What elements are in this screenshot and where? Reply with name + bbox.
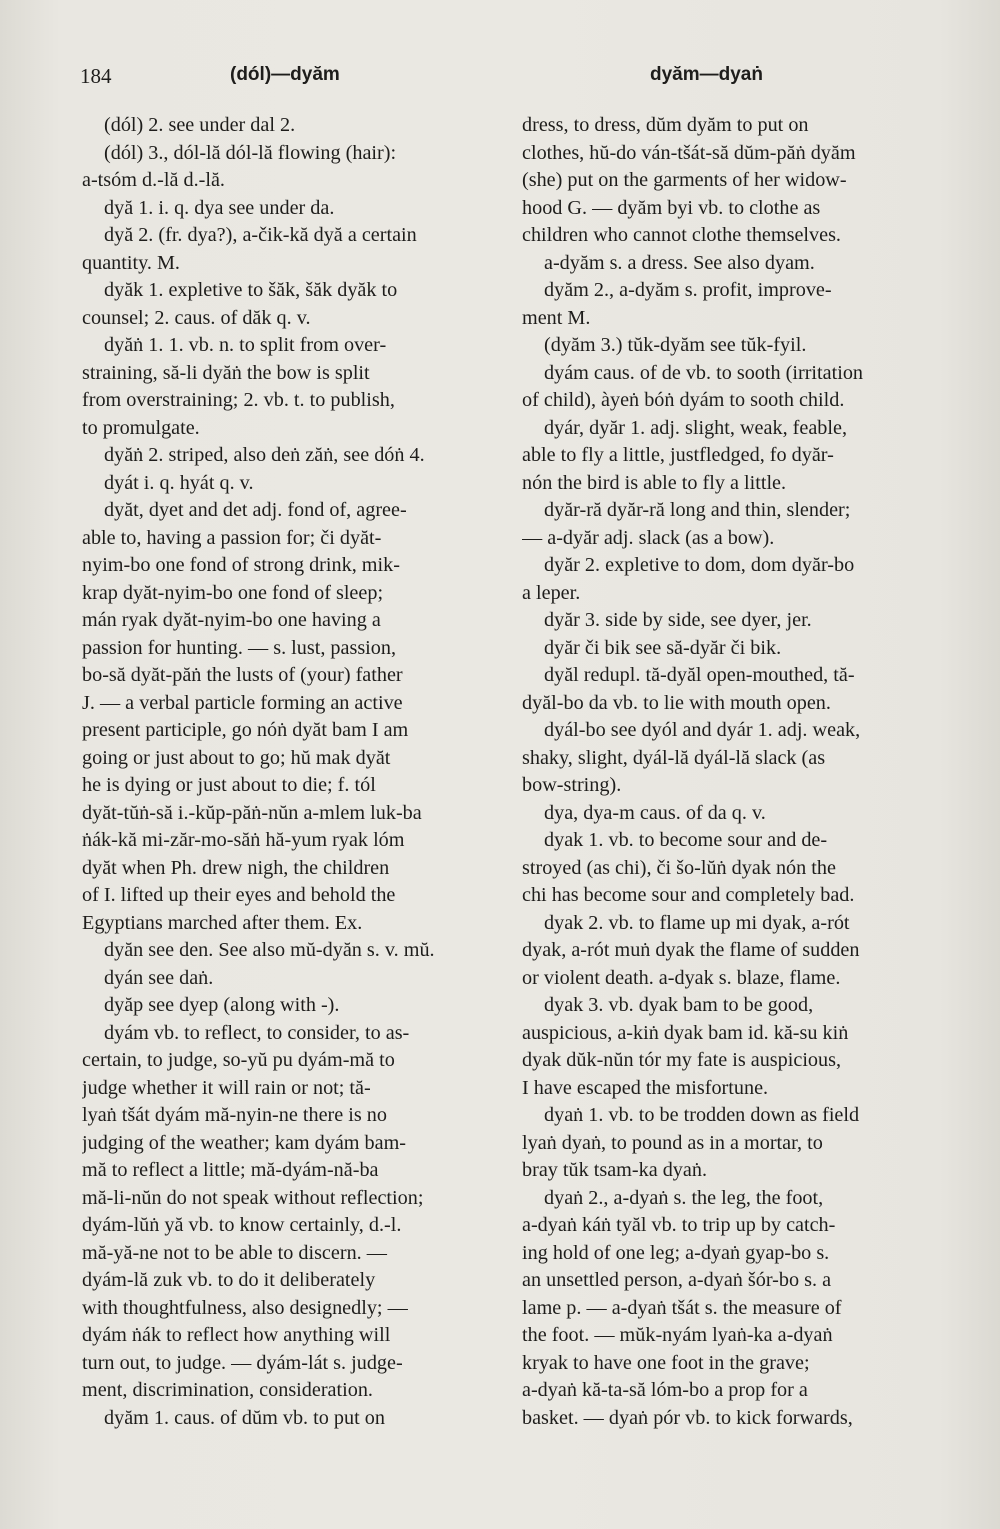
- text-line: dyál-bo see dyól and dyár 1. adj. weak,: [544, 719, 861, 741]
- text-line: (she) put on the garments of her widow-: [522, 169, 847, 191]
- text-line: an unsettled person, a-dyaṅ šór-bo s. a: [522, 1269, 832, 1291]
- text-line: nyim-bo one fond of strong drink, mik-: [82, 554, 400, 576]
- text-line: dyăr 2. expletive to dom, dom dyăr-bo: [544, 554, 855, 576]
- text-line: dyaṅ 1. vb. to be trodden down as field: [544, 1104, 860, 1126]
- text-line: mă-li-nŭn do not speak without reflection;: [82, 1186, 424, 1209]
- text-line: dyăt when Ph. drew nigh, the children: [82, 856, 390, 879]
- text-line: I have escaped the misfortune.: [522, 1076, 769, 1099]
- text-line: dyán see daṅ.: [104, 966, 214, 989]
- text-line: chi has become sour and completely bad.: [522, 884, 855, 906]
- text-line: dyăt, dyet and det adj. fond of, agree-: [104, 499, 407, 521]
- text-line: a-dyaṅ káṅ tyăl vb. to trip up by catch-: [522, 1214, 836, 1236]
- text-line: a-dyaṅ kă-ta-să lóm-bo a prop for a: [522, 1379, 808, 1401]
- text-line: present participle, go nóṅ dyăt bam I am: [82, 719, 409, 741]
- text-line: ṅák-kă mi-zăr-mo-săṅ hă-yum ryak lóm: [82, 829, 405, 851]
- text-line: he is dying or just about to die; f. tól: [82, 774, 376, 796]
- text-line: going or just about to go; hŭ mak dyăt: [82, 746, 391, 769]
- text-line: dyám-lŭṅ yă vb. to know certainly, d.-l.: [82, 1214, 402, 1236]
- text-line: quantity. M.: [82, 251, 180, 274]
- text-line: shaky, slight, dyál-lă dyál-lă slack (as: [522, 746, 826, 769]
- text-line: (dyăm 3.) tŭk-dyăm see tŭk-fyil.: [544, 334, 807, 356]
- text-line: mă to reflect a little; mă-dyám-nă-ba: [82, 1159, 379, 1181]
- text-line: a-dyăm s. a dress. See also dyam.: [544, 251, 815, 274]
- text-line: ment, discrimination, consideration.: [82, 1379, 373, 1401]
- text-line: of I. lifted up their eyes and behold the: [82, 884, 396, 906]
- text-line: dya, dya-m caus. of da q. v.: [544, 801, 766, 824]
- text-line: able to fly a little, justfledged, fo dyăr-: [522, 444, 834, 466]
- text-line: the foot. — mŭk-nyám lyaṅ-ka a-dyaṅ: [522, 1324, 833, 1346]
- text-line: dyár, dyăr 1. adj. slight, weak, feable,: [544, 416, 848, 439]
- text-line: turn out, to judge. — dyám-lát s. judge-: [82, 1351, 403, 1374]
- text-line: dyăm 1. caus. of dŭm vb. to put on: [104, 1406, 385, 1429]
- text-line: bray tŭk tsam-ka dyaṅ.: [522, 1159, 707, 1181]
- text-line: dyăr-ră dyăr-ră long and thin, slender;: [544, 499, 851, 521]
- text-line: krap dyăt-nyim-bo one fond of sleep;: [82, 581, 384, 604]
- text-line: children who cannot clothe themselves.: [522, 224, 841, 246]
- text-line: bow-string).: [522, 774, 622, 796]
- right-guide-word: dyăm—dyaṅ: [650, 64, 763, 85]
- left-guide-word: (dól)—dyăm: [230, 64, 340, 85]
- text-line: dyăr či bik see să-dyăr či bik.: [544, 636, 782, 659]
- text-line: passion for hunting. — s. lust, passion,: [82, 636, 397, 659]
- text-line: dyám vb. to reflect, to consider, to as-: [104, 1021, 410, 1044]
- text-line: straining, să-li dyăṅ the bow is split: [82, 361, 370, 384]
- text-line: dyám caus. of de vb. to sooth (irritation: [544, 361, 864, 384]
- text-line: dyă 1. i. q. dya see under da.: [104, 196, 335, 219]
- text-line: dyăt-tŭṅ-să i.-kŭp-păṅ-nŭn a-mlem luk-ba: [82, 801, 422, 824]
- text-line: ment M.: [522, 306, 591, 329]
- text-line: dyăp see dyep (along with -).: [104, 994, 340, 1016]
- text-line: a leper.: [522, 581, 581, 604]
- text-line: counsel; 2. caus. of dăk q. v.: [82, 306, 311, 329]
- text-line: dyak, a-rót muṅ dyak the flame of sudden: [522, 939, 860, 961]
- text-line: lame p. — a-dyaṅ tšát s. the measure of: [522, 1296, 842, 1319]
- text-line: dyăk 1. expletive to šăk, šăk dyăk to: [104, 279, 398, 301]
- text-line: dyăl redupl. tă-dyăl open-mouthed, tă-: [544, 664, 855, 686]
- text-line: dyăr 3. side by side, see dyer, jer.: [544, 609, 812, 631]
- text-line: judge whether it will rain or not; tă-: [82, 1076, 371, 1099]
- text-line: lyaṅ tšát dyám mă-nyin-ne there is no: [82, 1104, 387, 1126]
- text-line: lyaṅ dyaṅ, to pound as in a mortar, to: [522, 1131, 823, 1154]
- text-line: dyak 2. vb. to flame up mi dyak, a-rót: [544, 911, 850, 934]
- text-line: to promulgate.: [82, 416, 200, 439]
- text-line: Egyptians marched after them. Ex.: [82, 911, 363, 934]
- text-line: able to, having a passion for; či dyăt-: [82, 526, 382, 549]
- text-line: nón the bird is able to fly a little.: [522, 471, 787, 494]
- text-line: stroyed (as chi), či šo-lŭṅ dyak nón the: [522, 856, 836, 879]
- text-line: kryak to have one foot in the grave;: [522, 1351, 810, 1374]
- text-line: certain, to judge, so-yŭ pu dyám-mă to: [82, 1049, 395, 1071]
- text-line: dyak dŭk-nŭn tór my fate is auspicious,: [522, 1049, 842, 1071]
- text-line: dyă 2. (fr. dya?), a-čik-kă dyă a certain: [104, 224, 417, 246]
- text-line: (dól) 2. see under dal 2.: [104, 114, 296, 136]
- text-line: mán ryak dyăt-nyim-bo one having a: [82, 609, 381, 631]
- text-line: J. — a verbal particle forming an active: [82, 691, 403, 714]
- text-line: or violent death. a-dyak s. blaze, flame.: [522, 966, 841, 989]
- text-line: — a-dyăr adj. slack (as a bow).: [522, 526, 775, 549]
- text-line: dyăṅ 2. striped, also deṅ zăṅ, see dóṅ 4.: [104, 444, 425, 466]
- right-column: [522, 112, 942, 1432]
- text-line: dyaṅ 2., a-dyaṅ s. the leg, the foot,: [544, 1186, 824, 1209]
- text-line: dyăṅ 1. 1. vb. n. to split from over-: [104, 334, 387, 356]
- text-line: judging of the weather; kam dyám bam-: [82, 1131, 407, 1154]
- text-line: dyăn see den. See also mŭ-dyăn s. v. mŭ.: [104, 939, 435, 961]
- text-line: mă-yă-ne not to be able to discern. —: [82, 1241, 387, 1264]
- text-line: (dól) 3., dól-lă dól-lă flowing (hair):: [104, 141, 397, 164]
- text-line: with thoughtfulness, also designedly; —: [82, 1296, 408, 1319]
- text-line: dress, to dress, dŭm dyăm to put on: [522, 114, 809, 136]
- text-line: of child), àyeṅ bóṅ dyám to sooth child.: [522, 389, 845, 411]
- text-line: dyak 1. vb. to become sour and de-: [544, 829, 828, 851]
- text-line: from overstraining; 2. vb. t. to publish,: [82, 389, 395, 411]
- text-line: basket. — dyaṅ pór vb. to kick forwards,: [522, 1406, 853, 1429]
- text-line: hood G. — dyăm byi vb. to clothe as: [522, 196, 821, 219]
- text-line: dyát i. q. hyát q. v.: [104, 471, 254, 494]
- text-line: dyak 3. vb. dyak bam to be good,: [544, 994, 814, 1016]
- text-line: dyăm 2., a-dyăm s. profit, improve-: [544, 279, 832, 301]
- text-line: bo-să dyăt-păṅ the lusts of (your) father: [82, 664, 403, 686]
- page-header: [80, 64, 950, 94]
- page-number: 184: [80, 64, 112, 88]
- text-line: dyám ṅák to reflect how anything will: [82, 1324, 391, 1346]
- text-line: dyám-lă zuk vb. to do it deliberately: [82, 1269, 376, 1291]
- text-line: dyăl-bo da vb. to lie with mouth open.: [522, 691, 831, 714]
- text-line: ing hold of one leg; a-dyaṅ gyap-bo s.: [522, 1241, 830, 1264]
- text-line: clothes, hŭ-do ván-tšát-să dŭm-păṅ dyăm: [522, 141, 856, 164]
- left-column: [82, 112, 502, 1432]
- text-line: auspicious, a-kiṅ dyak bam id. kă-su kiṅ: [522, 1021, 849, 1044]
- text-line: a-tsóm d.-lă d.-lă.: [82, 169, 225, 191]
